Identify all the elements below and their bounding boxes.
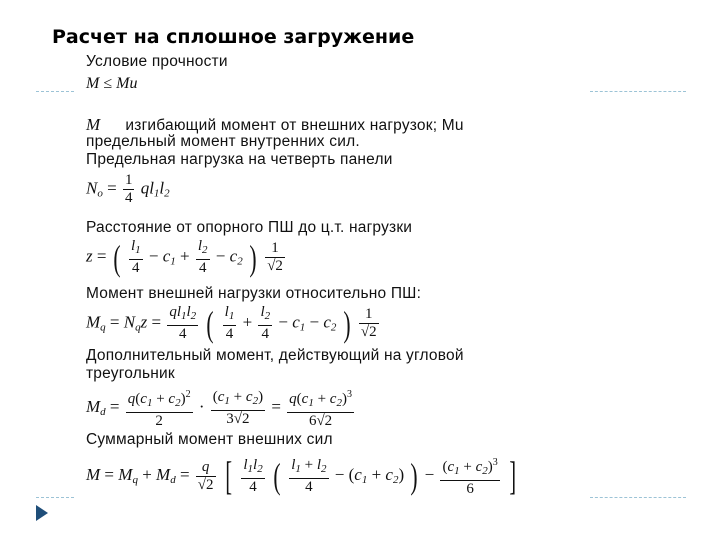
slide-bullet-arrow-icon [36, 505, 48, 521]
moment-description-2: предельный момент внутренних сил. [86, 133, 360, 150]
divider-left-bottom [36, 497, 74, 498]
total-moment-formula: $M = M_q + M_d$ = $\frac{q}{√2}$ [ $\frac{l_1l_2}{4}$ ( $\frac{l_1 + l_2}{4}$ − $(c_1 + c_2)$ ) − $\frac{(c_1 + c_2)^3}{6}$ ] [86, 453, 517, 498]
moment-description-1: изгибающий момент от внешних нагрузок; Mu [125, 117, 464, 134]
additional-moment-label-1: Дополнительный момент, действующий на угловой [86, 347, 464, 364]
additional-moment-formula: $M_d$ = $\frac{q(c_1 + c_2)^2}{2}$ · $\frac{(c_1 + c_2)}{3√2}$ = $\frac{q(c_1 + c_2)^3}{6√2}$ [86, 386, 356, 430]
m-symbol: M [86, 115, 101, 134]
slide-title: Расчет на сплошное загружение [52, 26, 415, 48]
additional-moment-label-2: треугольник [86, 365, 175, 382]
divider-left-top [36, 91, 74, 92]
external-moment-formula: $M_q = N_qz$ = $\frac{ql_1l_2}{4}$ ( $\frac{l_1}{4}$ + $\frac{l_2}{4}$ − $c_1 - c_2$ ) $\frac{1}{√2}$ [86, 303, 377, 344]
quarter-load-formula: $N_o$ = $\frac{1}{4}$ $ql_1l_2$ [86, 172, 170, 206]
distance-label: Расстояние от опорного ПШ до ц.т. нагрузки [86, 219, 413, 236]
divider-right-top [590, 91, 686, 92]
divider-right-bottom [590, 497, 686, 498]
condition-formula: M ≤ Mu [86, 75, 138, 92]
moment-description-line1 [86, 116, 464, 134]
external-moment-label: Момент внешней нагрузки относительно ПШ: [86, 285, 422, 302]
condition-label: Условие прочности [86, 53, 228, 70]
total-moment-label: Суммарный момент внешних сил [86, 431, 333, 448]
quarter-load-label: Предельная нагрузка на четверть панели [86, 151, 393, 168]
distance-formula: z = ( $\frac{l_1}{4}$ − $c_1$ + $\frac{l_2}{4}$ − $c_2$ ) $\frac{1}{√2}$ [86, 237, 283, 278]
